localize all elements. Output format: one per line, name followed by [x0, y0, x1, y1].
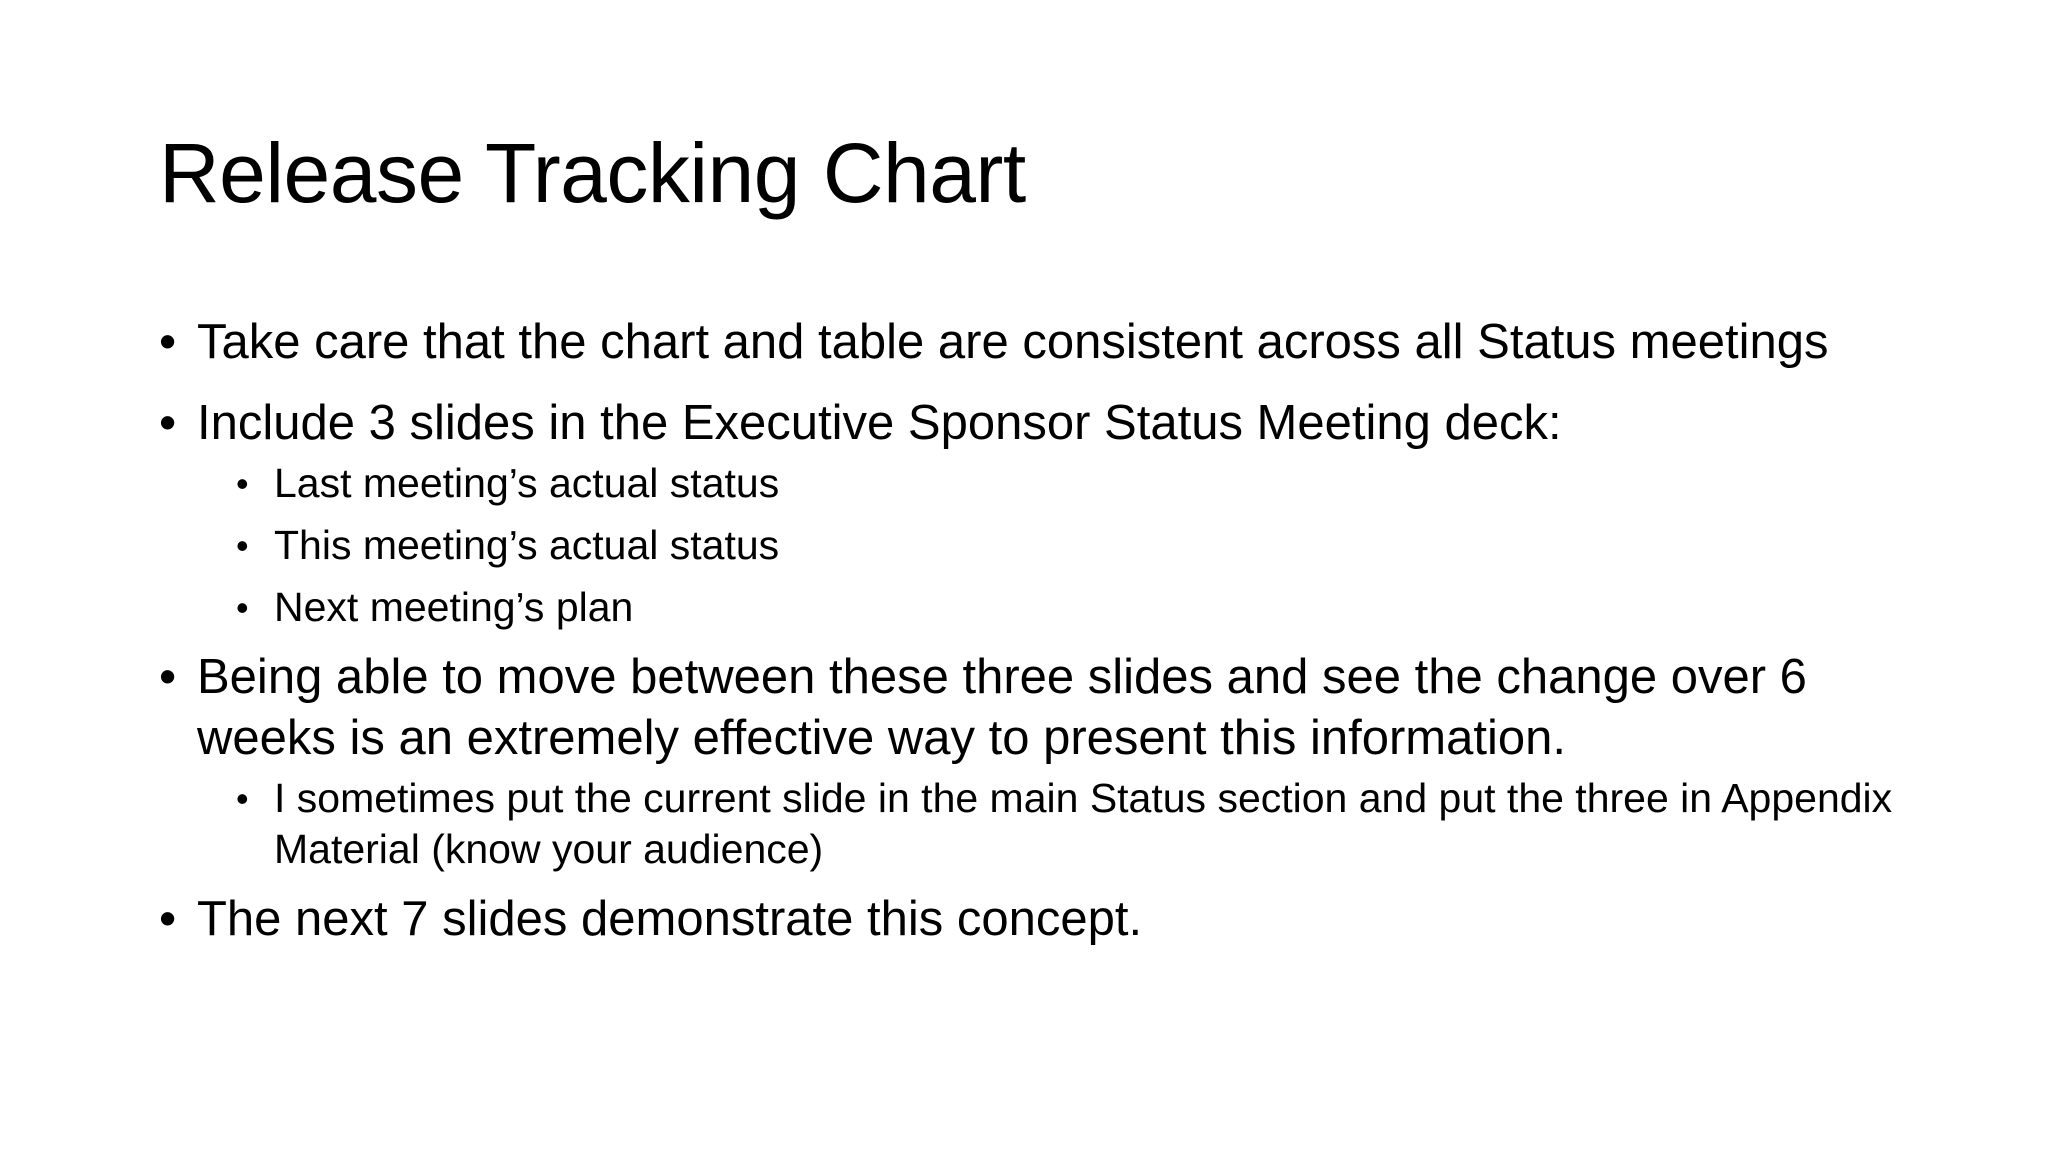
- bullet-icon: •: [159, 315, 177, 369]
- sub-bullet-item: [236, 520, 1939, 571]
- bullet-item: [159, 647, 1939, 875]
- bullet-text: Include 3 slides in the Executive Sponsor Status Meeting deck:: [197, 396, 1562, 450]
- sub-bullet-text: Next meeting’s plan: [274, 584, 634, 630]
- bullet-text: The next 7 slides demonstrate this concept.: [197, 892, 1143, 946]
- bullet-icon: •: [236, 525, 249, 566]
- bullet-item: [159, 393, 1939, 633]
- sub-bullet-text: I sometimes put the current slide in the main Status section and put the three in Appendix Material (know your audience): [274, 775, 1893, 872]
- sub-bullet-text: This meeting’s actual status: [274, 522, 780, 568]
- sub-bullet-item: [236, 773, 1939, 875]
- sub-bullet-text: Last meeting’s actual status: [274, 460, 780, 506]
- bullet-icon: •: [236, 463, 249, 504]
- bullet-icon: •: [236, 778, 249, 819]
- sub-bullet-item: [236, 582, 1939, 633]
- slide-title: Release Tracking Chart: [159, 126, 1026, 220]
- bullet-item: [159, 889, 1939, 950]
- bullet-text: Take care that the chart and table are consistent across all Status meetings: [197, 315, 1829, 369]
- sub-bullet-list: [197, 458, 1939, 633]
- bullet-icon: •: [159, 396, 177, 450]
- bullet-list: [159, 312, 1939, 950]
- bullet-icon: •: [159, 650, 177, 704]
- bullet-item: [159, 312, 1939, 373]
- bullet-icon: •: [159, 892, 177, 946]
- sub-bullet-list: [197, 773, 1939, 875]
- bullet-icon: •: [236, 587, 249, 628]
- slide-body: [159, 312, 1939, 970]
- bullet-text: Being able to move between these three slides and see the change over 6 weeks is an extremely effective way to present this information.: [197, 650, 1807, 765]
- sub-bullet-item: [236, 458, 1939, 509]
